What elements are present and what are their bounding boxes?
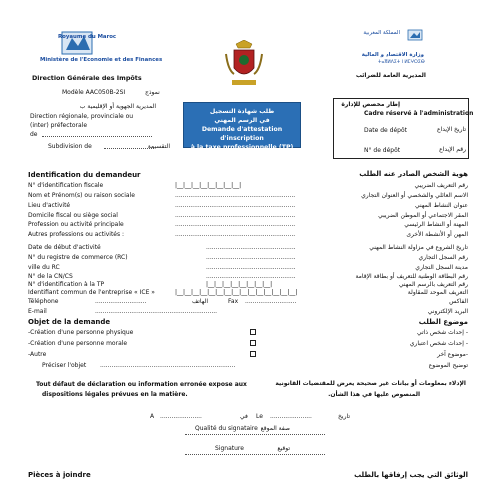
id-row2-field[interactable]: ............................................... — [206, 264, 296, 271]
checkbox-physique[interactable] — [250, 329, 256, 335]
email-label-ar: البريد الإلكتروني — [427, 308, 468, 315]
sig-date-field[interactable]: ...................... — [270, 413, 312, 420]
objet-morale-ar: - إحداث شخص اعتباري — [409, 340, 468, 347]
id-row-label: Nom et Prénom(s) ou raison sociale — [28, 192, 135, 199]
objet-autre-ar: -موضوع آخر — [437, 351, 468, 358]
preciser-field[interactable]: ....................................................................... — [100, 362, 236, 369]
checkbox-morale[interactable] — [250, 340, 256, 346]
id-row2-label: ville du RC — [28, 264, 60, 271]
objet-physique: -Création d'une personne physique — [28, 329, 134, 336]
warning-ar-1: الإدلاء بمعلومات أو بيانات غير صحيحة يعرض للمقتضيات القانونية — [275, 380, 466, 387]
form-title-box — [183, 102, 301, 151]
preciser-label: Préciser l'objet — [42, 362, 87, 369]
id-row2-label-ar: رقم السجل التجاري — [418, 254, 468, 261]
id-row2-label-ar: تاريخ الشروع في مزاولة النشاط المهني — [369, 244, 468, 251]
id-row-label: Profession ou activité principale — [28, 221, 124, 228]
objet-title: Objet de la demande — [28, 318, 111, 326]
id-row2-label-ar: رقم التعريف بالرسم المهني — [398, 281, 468, 288]
id-row-label-ar: المهن أو الأنشطة الأخرى — [406, 231, 468, 238]
email-field[interactable]: ................................................................ — [95, 308, 218, 315]
sig-place-field[interactable]: ...................... — [160, 413, 202, 420]
tel-label-ar: الهاتف — [192, 298, 208, 305]
id-row2-label-ar: رقم البطاقة الوطنية للتعريف أو بطاقة الإقامة — [355, 273, 468, 280]
id-row-label: N° d'identification fiscale — [28, 182, 104, 189]
direction-ar: المديرية الجهوية أو الإقليمية ب — [79, 103, 156, 110]
id-row-label: Lieu d'activité — [28, 202, 71, 209]
admin-title-fr: Cadre réservé à l'administration — [364, 110, 474, 117]
id-row-label: Domicile fiscal ou siège social — [28, 212, 118, 219]
id-row-label-ar: المهنة أو النشاط الرئيسي — [404, 221, 468, 228]
title-ar-2: في الرسم المهني — [214, 117, 270, 124]
identification-title-ar: هوية الشخص الصادر عنه الطلب — [359, 170, 468, 178]
direction-field[interactable] — [42, 136, 152, 137]
objet-autre: -Autre — [28, 351, 47, 358]
id-row-field[interactable]: ............................................................... — [175, 231, 296, 238]
num-depot-label: N° de dépôt — [364, 147, 401, 154]
sig-fi-ar: في — [240, 413, 248, 420]
ministry-name: Ministère de l'Economie et des Finances — [40, 57, 163, 63]
ministry-ar: وزارة الاقتصاد و المالية — [361, 52, 424, 58]
direction-fr-3: de — [30, 131, 38, 138]
qualite-field[interactable] — [185, 434, 325, 435]
id-row-field[interactable]: ............................................................... — [175, 202, 296, 209]
id-row-label-ar: الاسم العائلي والشخصي أو العنوان التجاري — [361, 192, 468, 199]
title-fr-2: à la taxe professionnelle (TP) — [190, 144, 294, 151]
direction-fr-2: (inter) préfectorale — [30, 122, 88, 129]
signature-label-ar: توقيع — [277, 445, 290, 452]
objet-morale: -Création d'une personne morale — [28, 340, 128, 347]
warning-fr-2: dispositions légales prévues en la matière. — [42, 391, 188, 398]
model-label-ar: نموذج — [145, 89, 160, 96]
id-row-label-ar: رقم التعريف الضريبي — [414, 182, 468, 189]
qualite-label-ar: صفة الموقع — [260, 425, 290, 432]
fax-label: Fax — [228, 298, 239, 305]
kingdom-label: Royaume du Maroc — [58, 34, 117, 40]
kingdom-ar: المملكة المغربية — [363, 30, 400, 36]
model-number: Modèle AAC050B-2SI — [62, 89, 126, 96]
objet-title-ar: موضوع الطلب — [418, 318, 468, 326]
title-fr-1: Demande d'attestation d'inscription — [201, 126, 283, 142]
id-row2-field[interactable]: ............................................... — [206, 254, 296, 261]
signature-field[interactable] — [185, 454, 325, 455]
ministry-logo — [48, 26, 108, 72]
warning-ar-2: المنصوص عليها في هذا الشأن. — [328, 391, 420, 398]
date-depot-label: Date de dépôt — [364, 127, 407, 134]
id-row-field[interactable]: ............................................................... — [175, 212, 296, 219]
id-row2-field[interactable]: ............................................... — [206, 273, 296, 280]
id-row2-label: Date de début d'activité — [28, 244, 101, 251]
admin-title-ar: إطار مخصص للإدارة — [341, 101, 400, 108]
pieces-title-ar: الوثائق التي يجب إرفاقها بالطلب — [354, 471, 468, 479]
warning-fr-1: Tout défaut de déclaration ou information erronée expose aux — [36, 381, 247, 388]
email-label: E-mail — [28, 308, 47, 315]
qualite-label: Qualité du signataire — [195, 425, 258, 432]
subdivision-field[interactable] — [104, 148, 154, 149]
id-row2-field[interactable]: |__|__|__|__|__|__|__|__|__|__|__|__|__|__|__| — [175, 289, 298, 296]
sig-tarikh-ar: تاريخ — [338, 413, 350, 420]
tel-label: Téléphone — [28, 298, 59, 305]
id-row2-label: N° d'identification à la TP — [28, 281, 105, 288]
id-row2-label-ar: مدينة السجل التجاري — [415, 264, 468, 271]
subdivision-ar: التقسيمة — [147, 143, 170, 150]
dgi-title-ar: المديرية العامة للضرائب — [355, 72, 426, 79]
date-depot-ar: تاريخ الإيداع — [436, 126, 466, 133]
signature-label: Signature — [215, 445, 244, 452]
dgi-title: Direction Générale des Impôts — [32, 74, 142, 82]
checkbox-autre[interactable] — [250, 351, 256, 357]
sig-a-label: A — [150, 413, 155, 420]
id-row-label: Autres professions ou activités : — [28, 231, 125, 238]
id-row-field[interactable]: ............................................................... — [175, 221, 296, 228]
tifinagh-line: ⵜⴰⴳⵍⴷⵉⵜ ⵏ ⵍⵎⵖⵔⵉⴱ — [378, 60, 425, 65]
tel-field[interactable]: ........................... — [95, 298, 147, 305]
pieces-title: Pièces à joindre — [28, 471, 91, 479]
preciser-label-ar: توضيح الموضوع — [428, 362, 468, 369]
id-row2-field[interactable]: ............................................... — [206, 244, 296, 251]
id-row-field[interactable]: |__|__|__|__|__|__|__|__| — [175, 182, 242, 189]
id-row-field[interactable]: ............................................................... — [175, 192, 296, 199]
id-row2-field[interactable]: |__|__|__|__|__|__|__|__| — [206, 281, 273, 288]
id-row2-label: Identifiant commun de l'entreprise « ICE » — [28, 289, 155, 296]
royal-emblem — [224, 40, 264, 90]
identification-title: Identification du demandeur — [28, 171, 141, 179]
sig-le-label: Le — [256, 413, 263, 420]
id-row2-label: N° du registre de commerce (RC) — [28, 254, 128, 261]
num-depot-ar: رقم الإيداع — [439, 146, 466, 153]
id-row-label-ar: المقر الاجتماعي أو الموطن الضريبي — [378, 212, 468, 219]
id-row2-label-ar: التعريف الموحد للمقاولة — [407, 289, 468, 296]
direction-fr-1: Direction régionale, provinciale ou — [30, 113, 134, 120]
title-ar-1: طلب شهادة التسجيل — [209, 108, 275, 115]
subdivision-fr: Subdivision de — [48, 143, 92, 150]
fax-label-ar: الفاكس — [449, 298, 468, 305]
fax-field[interactable]: ........................... — [245, 298, 297, 305]
id-row-label-ar: عنوان النشاط المهني — [415, 202, 468, 209]
objet-physique-ar: - إحداث شخص ذاتي — [417, 329, 468, 336]
id-row2-label: N° de la CN/CS — [28, 273, 73, 280]
